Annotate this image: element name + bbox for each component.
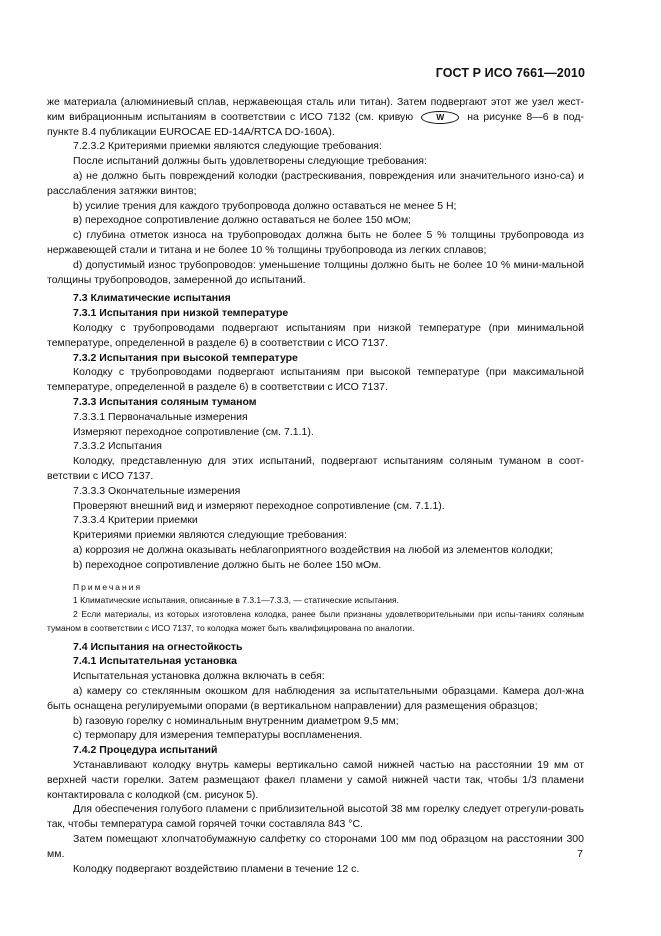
note-2: 2 Если материалы, из которых изготовлена колодка, ранее были признаны удовлетворительными при испы-таниях соляным туманом в соответствии с ИСО 7137, то колодка может быть квалифицирована по аналогии.	[47, 609, 584, 633]
paragraph: Колодку, представленную для этих испытаний, подвергают испытаниям соляным туманом в соот-ветствии с ИСО 7137.	[47, 455, 584, 482]
notes-block	[47, 581, 584, 636]
paragraph: Испытательная установка должна включать в себя:	[73, 670, 325, 683]
note-1: 1 Климатические испытания, описанные в 7.3.1—7.3.3, — статические испытания.	[73, 595, 399, 606]
document-body	[47, 95, 584, 876]
paragraph: Для обеспечения голубого пламени с приблизительной высотой 38 мм горелку следует отрегули-ровать так, чтобы температура самой горячей точки составляла 843 °С.	[47, 803, 584, 831]
curve-label-oval: W	[421, 111, 459, 124]
paragraph-text: же материала (алюминиевый сплав, нержавеющая сталь или титан). Затем подвергают этот же узел жест-ким вибрационным испытаниям в соответствии с ИСО 7132 (см. кривую	[47, 96, 584, 123]
list-item-c: c) глубина отметок износа на трубопроводах должна быть не более 5 % толщины трубопровода из нержавеющей стали и титана и не более 10 % толщины трубопровода из легких сплавов;	[47, 229, 584, 256]
list-item-b: b) усилие трения для каждого трубопровода должно оставаться не менее 5 Н;	[73, 199, 457, 212]
section-heading-7-3-2: 7.3.2 Испытания при высокой температуре	[73, 351, 298, 364]
paragraph: Колодку с трубопроводами подвергают испытаниям при высокой температуре (при максимальной температуре, определенной в разделе 6) в соответствии с ИСО 7137.	[47, 366, 584, 394]
subsection-7-3-3-1: 7.3.3.1 Первоначальные измерения	[73, 410, 248, 423]
paragraph-continuation	[47, 95, 584, 139]
list-item-b: b) газовую горелку с номинальным внутренним диаметром 9,5 мм;	[73, 714, 399, 727]
paragraph: Колодку подвергают воздействию пламени в течение 12 с.	[73, 862, 360, 875]
section-heading-7-3: 7.3 Климатические испытания	[73, 292, 231, 305]
list-item-v: в) переходное сопротивление должно оставаться не более 150 мОм;	[73, 214, 412, 227]
paragraph: Измеряют переходное сопротивление (см. 7.1.1).	[73, 425, 314, 438]
paragraph: Критериями приемки являются следующие требования:	[73, 529, 347, 542]
paragraph: Устанавливают колодку внутрь камеры вертикально самой нижней частью на расстоянии 19 мм от верхней части горелки. Затем размещают факел пламени у самой нижней части так, чтобы 1/3 пламени контактировала с колодкой (см. рисунок 5).	[47, 759, 584, 801]
paragraph: Затем помещают хлопчатобумажную салфетку со сторонами 100 мм под образцом на расстоянии 300 мм.	[47, 833, 584, 860]
subsection-7-3-3-3: 7.3.3.3 Окончательные измерения	[73, 484, 241, 497]
list-item-d: d) допустимый износ трубопроводов: уменьшение толщины должно быть не более 10 % мини-мальной толщины трубопроводов, замеренной до испытаний.	[47, 258, 584, 286]
page-number: 7	[577, 848, 583, 860]
paragraph: После испытаний должны быть удовлетворены следующие требования:	[73, 155, 427, 168]
paragraph: Проверяют внешний вид и измеряют переходное сопротивление (см. 7.1.1).	[73, 499, 445, 512]
notes-title: Примечания	[73, 581, 143, 592]
section-heading-7-4: 7.4 Испытания на огнестойкость	[73, 640, 243, 653]
paragraph-text-end: на рисунке 8—6 в под-пункте 8.4 публикации EUROCAE ED-14A/RTCA DO-160A).	[47, 110, 584, 138]
list-item-a: a) коррозия не должна оказывать неблагоприятного воздействия на любой из элементов колодки;	[73, 543, 553, 556]
section-heading-7-3-1: 7.3.1 Испытания при низкой температуре	[73, 307, 289, 320]
paragraph: Колодку с трубопроводами подвергают испытаниям при низкой температуре (при минимальной температуре, определенной в разделе 6) в соответствии с ИСО 7137.	[47, 321, 584, 349]
document-header: ГОСТ Р ИСО 7661—2010	[435, 66, 585, 80]
list-item-a: a) не должно быть повреждений колодки (растрескивания, повреждения или значительного изно-са) и расслабления затяжки винтов;	[47, 169, 584, 197]
subsection-7-3-3-4: 7.3.3.4 Критерии приемки	[73, 514, 198, 527]
list-item-a: a) камеру со стеклянным окошком для наблюдения за испытательными образцами. Камера дол-жна быть оснащена регулируемыми опорами (в вертикальном направлении) для размещения образцов;	[47, 685, 584, 712]
section-heading-7-3-3: 7.3.3 Испытания соляным туманом	[73, 395, 257, 408]
list-item-b: b) переходное сопротивление должно быть не более 150 мОм.	[73, 558, 382, 571]
section-heading-7-4-1: 7.4.1 Испытательная установка	[73, 655, 237, 668]
subsection-7-3-3-2: 7.3.3.2 Испытания	[73, 440, 162, 453]
section-heading-7-4-2: 7.4.2 Процедура испытаний	[73, 744, 218, 757]
list-item-c: c) термопару для измерения температуры воспламенения.	[73, 729, 363, 742]
subsection-7-2-3-2: 7.2.3.2 Критериями приемки являются следующие требования:	[73, 140, 382, 153]
